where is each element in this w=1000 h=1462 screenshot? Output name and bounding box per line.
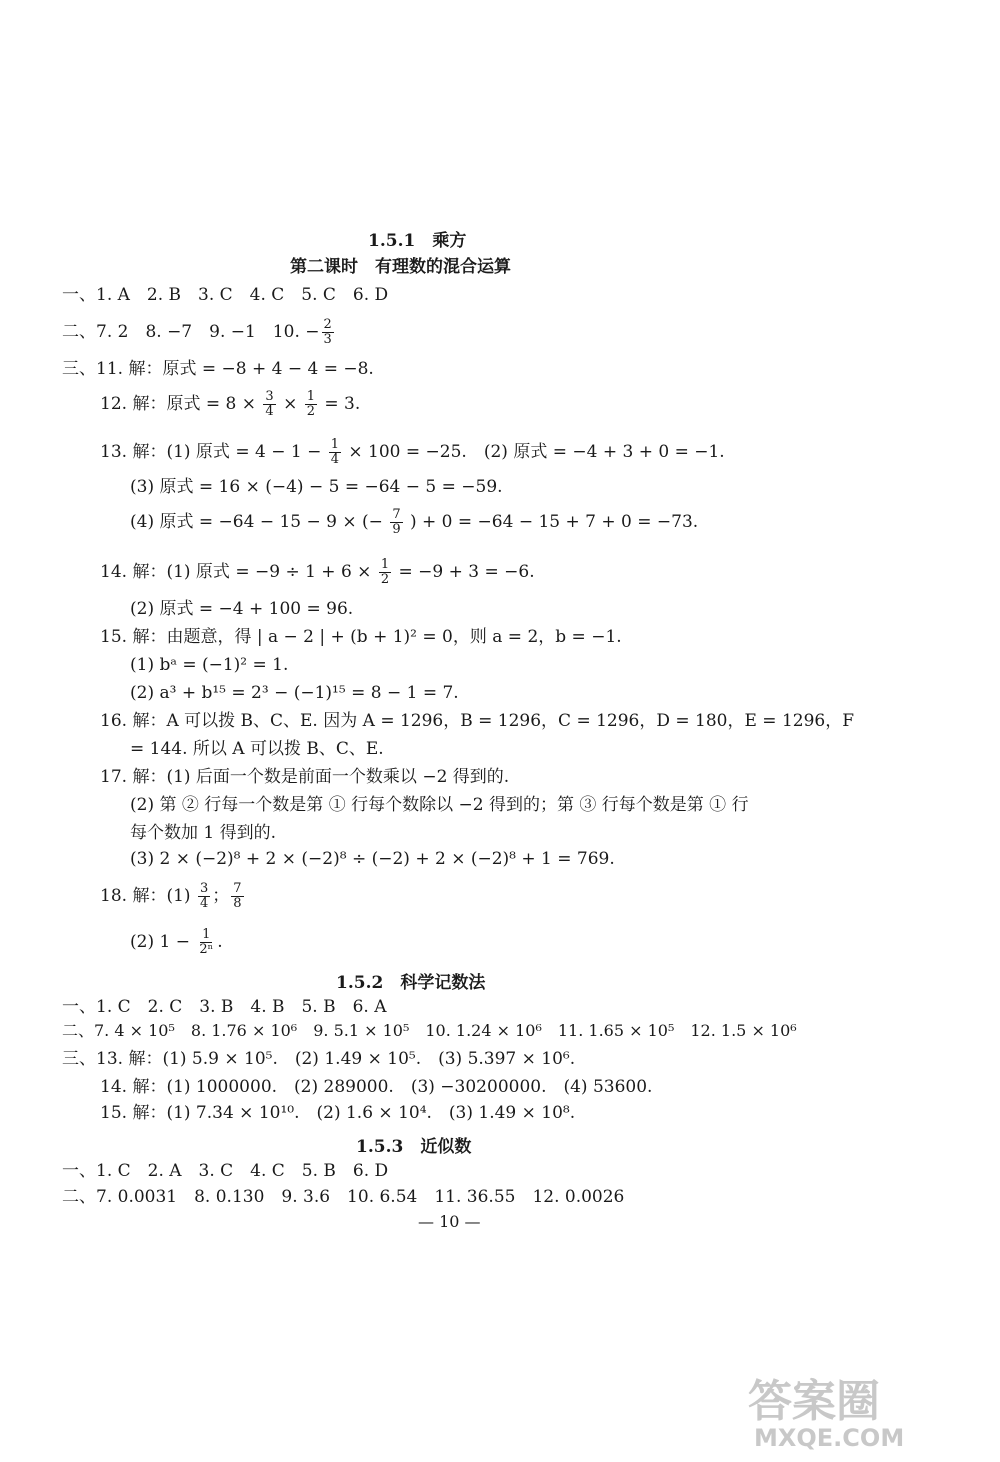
answer-line-13-3: (3) 原式 = 16 × (−4) − 5 = −64 − 5 = −59. <box>130 477 503 497</box>
fraction <box>263 390 275 419</box>
watermark-text-top: 答案圈 <box>748 1376 880 1427</box>
answer-line-mc-1: 一、1. A 2. B 3. C 4. C 5. C 6. D <box>62 285 389 305</box>
page-number: — 10 — <box>418 1212 481 1231</box>
fraction-numerator: 1 <box>202 927 211 942</box>
section-subtitle-mixed-operations: 第二课时 有理数的混合运算 <box>290 257 511 277</box>
fraction-numerator: 1 <box>306 389 315 404</box>
answer-line-17-3: (3) 2 × (−2)⁸ + 2 × (−2)⁸ ÷ (−2) + 2 × (−2)⁸ + 1 = 769. <box>130 849 615 869</box>
answer-line-18-1 <box>100 882 246 911</box>
answer-line-15: 15. 解：由题意，得 | a − 2 | + (b + 1)² = 0，则 a = 2，b = −1. <box>100 627 622 647</box>
answer-text: (2) 1 − <box>130 932 190 952</box>
fraction <box>231 882 243 911</box>
answer-line-17-2-cont: 每个数加 1 得到的. <box>130 823 277 843</box>
answer-line-12 <box>100 390 360 419</box>
watermark-text-bottom: MXQE.COM <box>754 1424 905 1452</box>
fraction-denominator: 2 <box>380 572 390 587</box>
section-title-1-5-1: 1.5.1 乘方 <box>368 231 467 251</box>
answer-text: 13. 解：(1) 原式 = 4 − 1 − <box>100 442 322 462</box>
fraction-denominator: 4 <box>330 452 339 467</box>
fraction-denominator: 2ⁿ <box>199 942 214 957</box>
answer-text: 14. 解：(1) 原式 = −9 ÷ 1 + 6 × <box>100 562 372 582</box>
answer-line-16-a: 16. 解：A 可以拨 B、C、E. 因为 A = 1296，B = 1296，C = 1296，D = 180，E = 1296，F <box>100 711 855 731</box>
answer-line-fill-2 <box>62 318 336 347</box>
fraction-denominator: 2 <box>306 404 315 419</box>
fraction-numerator: 3 <box>199 881 209 896</box>
answer-line-13-4 <box>130 508 698 537</box>
answer-line-15-1: (1) bᵃ = (−1)² = 1. <box>130 655 289 675</box>
answer-text: ； <box>212 886 230 906</box>
answer-line-18-2 <box>130 928 223 957</box>
fraction-numerator: 7 <box>392 507 401 522</box>
answer-text: 18. 解：(1) <box>100 886 191 906</box>
fraction-denominator: 8 <box>233 896 242 911</box>
answer-text: = 3. <box>324 394 361 414</box>
answer-line-13-1 <box>100 438 725 467</box>
answer-line-sci-14: 14. 解：(1) 1000000. (2) 289000. (3) −30200000. (4) 53600. <box>100 1077 653 1097</box>
section-title-1-5-2: 1.5.2 科学记数法 <box>336 973 486 993</box>
fraction <box>379 558 391 587</box>
answer-text: 12. 解：原式 = 8 × <box>100 394 256 414</box>
answer-line-sci-2: 二、7. 4 × 10⁵ 8. 1.76 × 10⁶ 9. 5.1 × 10⁵ 10. 1.24 × 10⁶ 11. 1.65 × 10⁵ 12. 1.5 × 10⁶ <box>62 1021 797 1040</box>
answer-text: = −9 + 3 = −6. <box>398 562 535 582</box>
fraction-denominator: 3 <box>323 332 332 347</box>
fraction-numerator: 1 <box>380 557 390 572</box>
fraction-denominator: 9 <box>392 522 401 537</box>
answer-line-14-1 <box>100 558 535 587</box>
fraction <box>197 928 215 957</box>
answer-line-16-b: = 144. 所以 A 可以拨 B、C、E. <box>130 739 384 759</box>
fraction <box>305 390 317 419</box>
section-title-1-5-3: 1.5.3 近似数 <box>356 1137 472 1157</box>
answer-text: ) + 0 = −64 − 15 + 7 + 0 = −73. <box>410 512 699 532</box>
answer-line-approx-1: 一、1. C 2. A 3. C 4. C 5. B 6. D <box>62 1161 389 1181</box>
fraction-numerator: 3 <box>265 389 274 404</box>
fraction <box>390 508 402 537</box>
answer-text: . <box>217 932 223 952</box>
answer-line-14-2: (2) 原式 = −4 + 100 = 96. <box>130 599 354 619</box>
answer-line-17-2: (2) 第 ② 行每一个数是第 ① 行每个数除以 −2 得到的；第 ③ 行每个数是第 ① 行 <box>130 795 749 815</box>
answer-line-sci-15: 15. 解：(1) 7.34 × 10¹⁰. (2) 1.6 × 10⁴. (3) 1.49 × 10⁸. <box>100 1103 576 1123</box>
answer-line-approx-2: 二、7. 0.0031 8. 0.130 9. 3.6 10. 6.54 11. 36.55 12. 0.0026 <box>62 1187 625 1207</box>
fraction-numerator: 2 <box>323 317 332 332</box>
answer-line-11: 三、11. 解：原式 = −8 + 4 − 4 = −8. <box>62 359 374 379</box>
answer-line-sci-13: 三、13. 解：(1) 5.9 × 10⁵. (2) 1.49 × 10⁵. (3) 5.397 × 10⁶. <box>62 1049 576 1069</box>
fraction-denominator: 4 <box>265 404 274 419</box>
answer-line-15-2: (2) a³ + b¹⁵ = 2³ − (−1)¹⁵ = 8 − 1 = 7. <box>130 683 459 703</box>
answer-text: × <box>283 394 298 414</box>
fraction-numerator: 7 <box>233 881 242 896</box>
answer-text: 二、7. 2 8. −7 9. −1 10. − <box>62 322 320 342</box>
fraction <box>329 438 341 467</box>
answer-line-sci-1: 一、1. C 2. C 3. B 4. B 5. B 6. A <box>62 997 387 1017</box>
watermark-logo <box>740 1370 985 1452</box>
fraction <box>322 318 334 347</box>
answer-text: × 100 = −25. (2) 原式 = −4 + 3 + 0 = −1. <box>348 442 725 462</box>
fraction-denominator: 4 <box>199 896 209 911</box>
fraction <box>198 882 210 911</box>
answer-line-17-1: 17. 解：(1) 后面一个数是前面一个数乘以 −2 得到的. <box>100 767 510 787</box>
answer-text: (4) 原式 = −64 − 15 − 9 × (− <box>130 512 383 532</box>
fraction-numerator: 1 <box>330 437 339 452</box>
